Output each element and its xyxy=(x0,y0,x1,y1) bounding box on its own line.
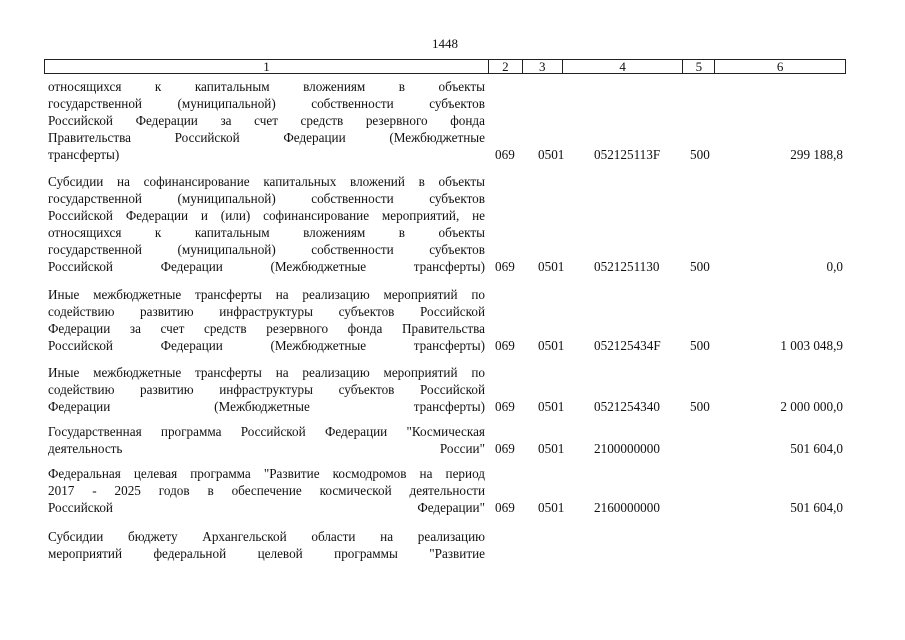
target-code: 0521254340 xyxy=(594,399,660,414)
column-header-4: 4 xyxy=(563,60,684,73)
column-header-2: 2 xyxy=(489,60,523,73)
description-line: мероприятий федеральной целевой программы "Развитие xyxy=(48,546,485,561)
description-line: относящихся к капитальным вложениям в объекты xyxy=(48,79,485,94)
page-number: 1448 xyxy=(432,36,458,51)
target-code: 052125113F xyxy=(594,147,661,162)
description-line: Российской Федерации (Межбюджетные трансферты) xyxy=(48,338,485,353)
row-description xyxy=(48,423,485,457)
row-description xyxy=(48,465,485,516)
section-code: 0501 xyxy=(538,500,565,515)
target-code: 2100000000 xyxy=(594,441,660,456)
section-code: 0501 xyxy=(538,338,565,353)
amount: 2 000 000,0 xyxy=(780,399,843,414)
description-line: Субсидии на софинансирование капитальных вложений в объекты xyxy=(48,174,485,189)
admin-code: 069 xyxy=(495,147,515,162)
amount: 501 604,0 xyxy=(790,500,843,515)
row-description xyxy=(48,364,485,415)
target-code: 2160000000 xyxy=(594,500,660,515)
description-line: Российской Федерации за счет средств резервного фонда xyxy=(48,113,485,128)
description-line: Федерации за счет средств резервного фонда Правительства xyxy=(48,321,485,336)
description-line: государственной (муниципальной) собственности субъектов xyxy=(48,242,485,257)
description-line: Федеральная целевая программа "Развитие космодромов на период xyxy=(48,466,485,481)
description-line: относящихся к капитальным вложениям в объекты xyxy=(48,225,485,240)
admin-code: 069 xyxy=(495,500,515,515)
column-header-5: 5 xyxy=(683,60,715,73)
description-line: Иные межбюджетные трансферты на реализацию мероприятий по xyxy=(48,365,485,380)
amount: 501 604,0 xyxy=(790,441,843,456)
admin-code: 069 xyxy=(495,399,515,414)
admin-code: 069 xyxy=(495,338,515,353)
section-code: 0501 xyxy=(538,259,565,274)
description-line: Российской Федерации и (или) софинансирование мероприятий, не xyxy=(48,208,485,223)
admin-code: 069 xyxy=(495,259,515,274)
expense-type: 500 xyxy=(690,399,710,414)
description-line: 2017 - 2025 годов в обеспечение космической деятельности xyxy=(48,483,485,498)
column-header-1: 1 xyxy=(45,60,489,73)
section-code: 0501 xyxy=(538,147,565,162)
description-line: государственной (муниципальной) собственности субъектов xyxy=(48,96,485,111)
row-description xyxy=(48,528,485,562)
column-header-6: 6 xyxy=(776,59,784,74)
target-code: 0521251130 xyxy=(594,259,660,274)
description-line: Российской Федерации (Межбюджетные трансферты) xyxy=(48,259,485,274)
column-header-3: 3 xyxy=(523,60,563,73)
description-line: Государственная программа Российской Федерации "Космическая xyxy=(48,424,485,439)
description-line: Правительства Российской Федерации (Межбюджетные xyxy=(48,130,485,145)
description-line: Иные межбюджетные трансферты на реализацию мероприятий по xyxy=(48,287,485,302)
row-description xyxy=(48,173,485,275)
section-code: 0501 xyxy=(538,399,565,414)
amount: 0,0 xyxy=(826,259,843,274)
description-line: Субсидии бюджету Архангельской области на реализацию xyxy=(48,529,485,544)
description-line: Российской Федерации" xyxy=(48,500,485,515)
admin-code: 069 xyxy=(495,441,515,456)
description-line: содействию развитию инфраструктуры субъектов Российской xyxy=(48,304,485,319)
expense-type: 500 xyxy=(690,338,710,353)
description-line: деятельность России" xyxy=(48,441,485,456)
row-description xyxy=(48,286,485,354)
amount: 299 188,8 xyxy=(790,147,843,162)
description-line: Федерации (Межбюджетные трансферты) xyxy=(48,399,485,414)
expense-type: 500 xyxy=(690,259,710,274)
expense-type: 500 xyxy=(690,147,710,162)
description-line: содействию развитию инфраструктуры субъектов Российской xyxy=(48,382,485,397)
description-line: трансферты) xyxy=(48,147,120,162)
row-description xyxy=(48,78,485,163)
description-line: государственной (муниципальной) собственности субъектов xyxy=(48,191,485,206)
amount: 1 003 048,9 xyxy=(780,338,843,353)
table-header xyxy=(44,59,846,74)
section-code: 0501 xyxy=(538,441,565,456)
target-code: 052125434F xyxy=(594,338,661,353)
